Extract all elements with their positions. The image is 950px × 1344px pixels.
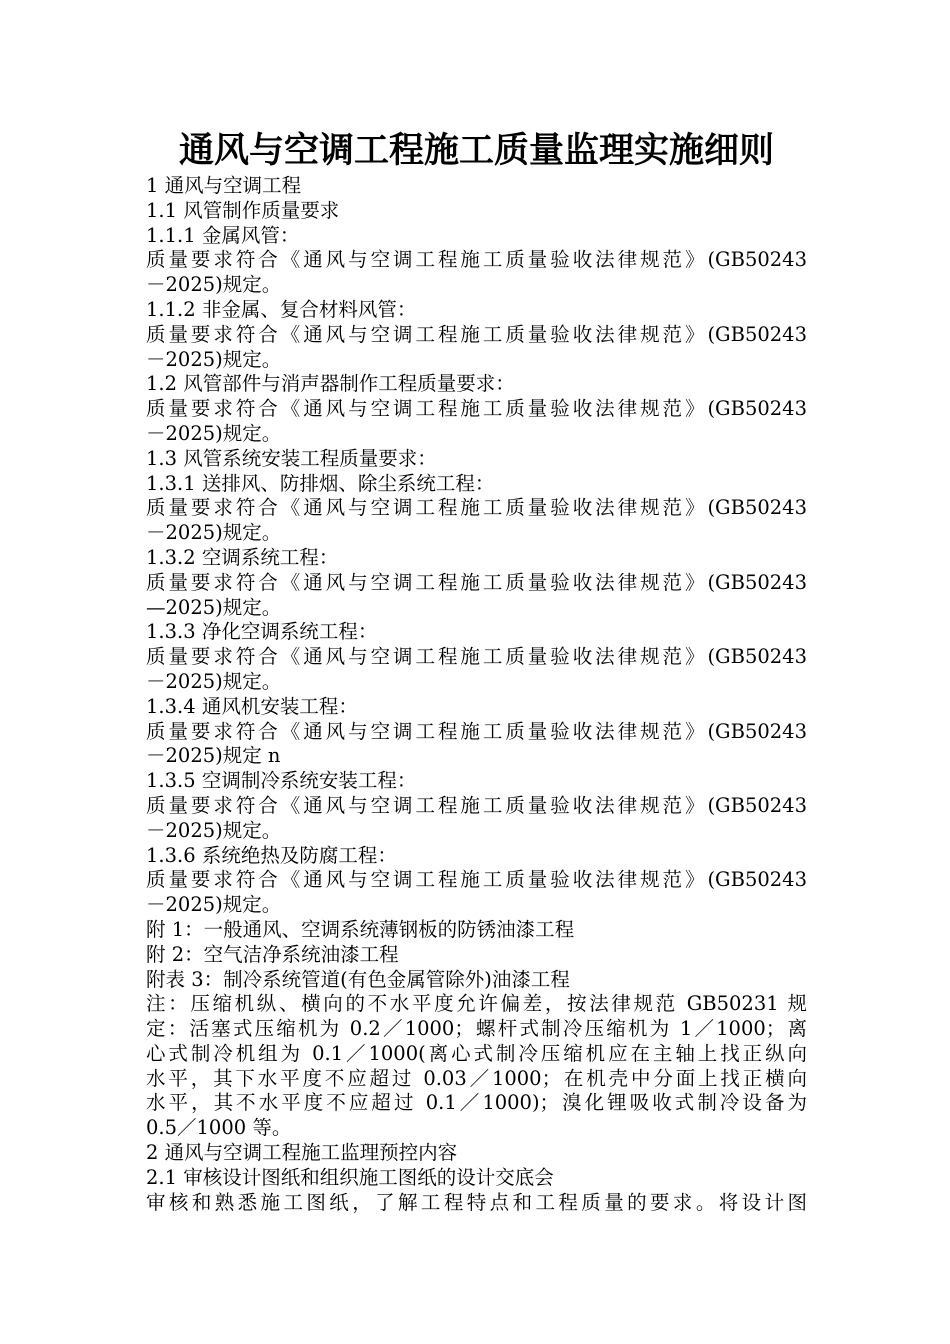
document-body [146,174,807,1215]
text-line: 质量要求符合《通风与空调工程施工质量验收法律规范》(GB50243 [146,496,807,520]
text-line: 质量要求符合《通风与空调工程施工质量验收法律规范》(GB50243 [146,793,807,817]
text-line: 1.2 风管部件与消声器制作工程质量要求： [146,372,515,396]
text-line: 1.3.2 空调系统工程： [146,545,339,569]
text-line: 1.3.4 通风机安装工程： [146,694,358,718]
text-line: －2025)规定 n [146,744,281,768]
text-line: 心式制冷机组为 0.1／1000(离心式制冷压缩机应在主轴上找正纵向 [146,1041,807,1065]
text-line: 质量要求符合《通风与空调工程施工质量验收法律规范》(GB50243 [146,322,807,346]
text-line: 1.1 风管制作质量要求 [146,198,340,222]
text-line: －2025)规定。 [146,669,282,693]
text-line: 1.3.6 系统绝热及防腐工程： [146,843,397,867]
text-line: 质量要求符合《通风与空调工程施工质量验收法律规范》(GB50243 [146,570,807,594]
text-line: 附表 3：制冷系统管道(有色金属管除外)油漆工程 [146,967,570,991]
text-line: 2.1 审核设计图纸和组织施工图纸的设计交底会 [146,1165,554,1189]
text-line: 1.3.1 送排风、防排烟、除尘系统工程： [146,471,495,495]
text-line: 水平，其不水平度不应超过 0.1／1000)；溴化锂吸收式制冷设备为 [146,1091,807,1115]
text-line: －2025)规定。 [146,818,282,842]
text-line: 注：压缩机纵、横向的不水平度允许偏差，按法律规范 GB50231 规 [146,992,807,1016]
text-line: —2025)规定。 [146,595,282,619]
text-line: 水平，其下水平度不应超过 0.03／1000；在机壳中分面上找正横向 [146,1066,807,1090]
text-line: －2025)规定。 [146,421,282,445]
text-line: 1.1.1 金属风管： [146,223,300,247]
text-line: 定：活塞式压缩机为 0.2／1000；螺杆式制冷压缩机为 1／1000；离 [146,1017,807,1041]
text-line: －2025)规定。 [146,273,282,297]
text-line: 附 1：一般通风、空调系统薄钢板的防锈油漆工程 [146,917,575,941]
text-line: 质量要求符合《通风与空调工程施工质量验收法律规范》(GB50243 [146,248,807,272]
text-line: －2025)规定。 [146,521,282,545]
text-line: －2025)规定。 [146,893,282,917]
text-line: －2025)规定。 [146,347,282,371]
text-line: 质量要求符合《通风与空调工程施工质量验收法律规范》(GB50243 [146,645,807,669]
text-line: 1.3.5 空调制冷系统安装工程： [146,769,417,793]
document-title: 通风与空调工程施工质量监理实施细则 [178,130,774,171]
text-line: 2 通风与空调工程施工监理预控内容 [146,1141,458,1165]
text-line: 1.3.3 净化空调系统工程： [146,620,378,644]
text-line: 1.3 风管系统安装工程质量要求： [146,446,437,470]
text-line: 质量要求符合《通风与空调工程施工质量验收法律规范》(GB50243 [146,397,807,421]
text-line: 附 2：空气洁净系统油漆工程 [146,942,399,966]
text-line: 1 通风与空调工程 [146,174,302,197]
document-page [146,128,807,1215]
text-line: 质量要求符合《通风与空调工程施工质量验收法律规范》(GB50243 [146,719,807,743]
text-line: 1.1.2 非金属、复合材料风管： [146,297,417,321]
text-line: 0.5／1000 等。 [146,1116,292,1140]
text-line: 质量要求符合《通风与空调工程施工质量验收法律规范》(GB50243 [146,868,807,892]
text-line: 审核和熟悉施工图纸，了解工程特点和工程质量的要求。将设计图 [146,1190,807,1214]
